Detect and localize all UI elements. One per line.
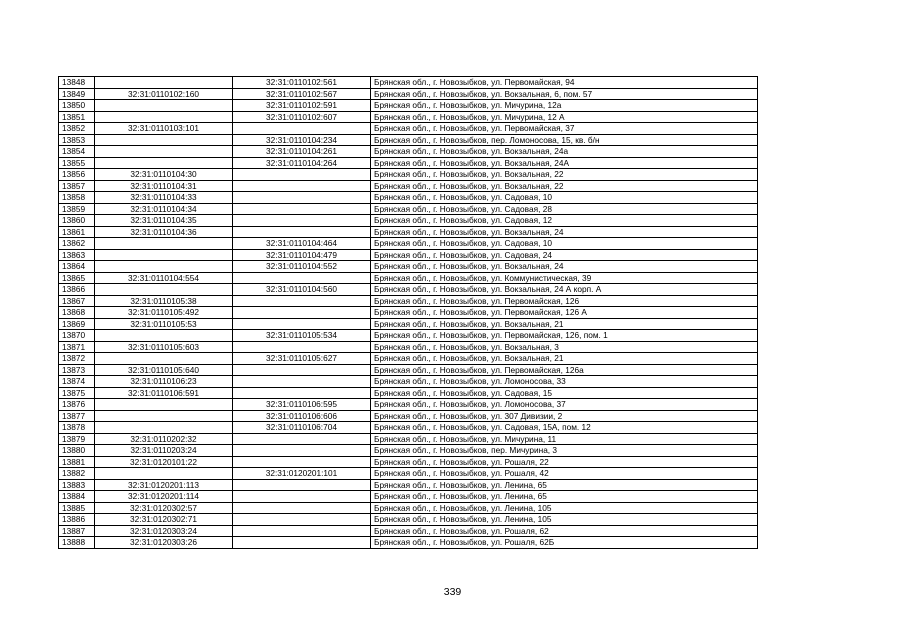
building-cadastral-number-cell bbox=[233, 203, 371, 215]
table-row bbox=[59, 226, 758, 238]
row-number-cell: 13858 bbox=[59, 192, 95, 204]
table-row bbox=[59, 261, 758, 273]
building-cadastral-number-cell: 32:31:0110104:560 bbox=[233, 284, 371, 296]
table-row bbox=[59, 376, 758, 388]
building-cadastral-number-cell: 32:31:0110104:552 bbox=[233, 261, 371, 273]
address-cell: Брянская обл., г. Новозыбков, ул. Вокзальная, 24А bbox=[371, 157, 758, 169]
land-cadastral-number-cell bbox=[95, 134, 233, 146]
address-cell: Брянская обл., г. Новозыбков, ул. Рошаля, 62Б bbox=[371, 537, 758, 549]
row-number-cell: 13880 bbox=[59, 445, 95, 457]
row-number-cell: 13859 bbox=[59, 203, 95, 215]
row-number-cell: 13866 bbox=[59, 284, 95, 296]
table-row bbox=[59, 364, 758, 376]
row-number-cell: 13872 bbox=[59, 353, 95, 365]
address-cell: Брянская обл., г. Новозыбков, ул. Ломоносова, 33 bbox=[371, 376, 758, 388]
table-row bbox=[59, 525, 758, 537]
land-cadastral-number-cell bbox=[95, 468, 233, 480]
building-cadastral-number-cell bbox=[233, 456, 371, 468]
address-cell: Брянская обл., г. Новозыбков, ул. Садовая, 24 bbox=[371, 249, 758, 261]
row-number-cell: 13875 bbox=[59, 387, 95, 399]
table-row bbox=[59, 410, 758, 422]
building-cadastral-number-cell: 32:31:0110104:234 bbox=[233, 134, 371, 146]
building-cadastral-number-cell bbox=[233, 433, 371, 445]
row-number-cell: 13884 bbox=[59, 491, 95, 503]
table-row bbox=[59, 387, 758, 399]
table-row bbox=[59, 88, 758, 100]
building-cadastral-number-cell: 32:31:0110102:567 bbox=[233, 88, 371, 100]
address-cell: Брянская обл., г. Новозыбков, ул. Ленина, 65 bbox=[371, 479, 758, 491]
address-cell: Брянская обл., г. Новозыбков, ул. Вокзальная, 24 bbox=[371, 226, 758, 238]
table-row bbox=[59, 479, 758, 491]
building-cadastral-number-cell: 32:31:0120201:101 bbox=[233, 468, 371, 480]
address-cell: Брянская обл., г. Новозыбков, ул. Мичурина, 11 bbox=[371, 433, 758, 445]
row-number-cell: 13885 bbox=[59, 502, 95, 514]
address-cell: Брянская обл., г. Новозыбков, ул. Вокзальная, 3 bbox=[371, 341, 758, 353]
land-cadastral-number-cell: 32:31:0110103:101 bbox=[95, 123, 233, 135]
land-cadastral-number-cell: 32:31:0120201:113 bbox=[95, 479, 233, 491]
building-cadastral-number-cell: 32:31:0110106:704 bbox=[233, 422, 371, 434]
row-number-cell: 13850 bbox=[59, 100, 95, 112]
address-cell: Брянская обл., г. Новозыбков, ул. Рошаля, 62 bbox=[371, 525, 758, 537]
building-cadastral-number-cell bbox=[233, 514, 371, 526]
building-cadastral-number-cell bbox=[233, 180, 371, 192]
row-number-cell: 13864 bbox=[59, 261, 95, 273]
row-number-cell: 13879 bbox=[59, 433, 95, 445]
table-row bbox=[59, 318, 758, 330]
row-number-cell: 13888 bbox=[59, 537, 95, 549]
land-cadastral-number-cell: 32:31:0110203:24 bbox=[95, 445, 233, 457]
table-row bbox=[59, 111, 758, 123]
table-row bbox=[59, 284, 758, 296]
address-cell: Брянская обл., г. Новозыбков, ул. Садовая, 15 bbox=[371, 387, 758, 399]
address-cell: Брянская обл., г. Новозыбков, ул. Садовая, 10 bbox=[371, 192, 758, 204]
building-cadastral-number-cell: 32:31:0110102:561 bbox=[233, 77, 371, 89]
address-cell: Брянская обл., г. Новозыбков, ул. 307 Дивизии, 2 bbox=[371, 410, 758, 422]
row-number-cell: 13869 bbox=[59, 318, 95, 330]
row-number-cell: 13860 bbox=[59, 215, 95, 227]
table-row bbox=[59, 399, 758, 411]
land-cadastral-number-cell bbox=[95, 410, 233, 422]
row-number-cell: 13853 bbox=[59, 134, 95, 146]
land-cadastral-number-cell: 32:31:0110105:38 bbox=[95, 295, 233, 307]
address-cell: Брянская обл., г. Новозыбков, ул. Первомайская, 126, пом. 1 bbox=[371, 330, 758, 342]
land-cadastral-number-cell: 32:31:0110104:554 bbox=[95, 272, 233, 284]
table-row bbox=[59, 514, 758, 526]
row-number-cell: 13874 bbox=[59, 376, 95, 388]
building-cadastral-number-cell bbox=[233, 307, 371, 319]
land-cadastral-number-cell bbox=[95, 77, 233, 89]
address-cell: Брянская обл., г. Новозыбков, ул. Садовая, 10 bbox=[371, 238, 758, 250]
land-cadastral-number-cell bbox=[95, 330, 233, 342]
row-number-cell: 13852 bbox=[59, 123, 95, 135]
building-cadastral-number-cell bbox=[233, 123, 371, 135]
land-cadastral-number-cell: 32:31:0120303:26 bbox=[95, 537, 233, 549]
land-cadastral-number-cell bbox=[95, 111, 233, 123]
table-row bbox=[59, 353, 758, 365]
building-cadastral-number-cell bbox=[233, 525, 371, 537]
table-row bbox=[59, 422, 758, 434]
address-cell: Брянская обл., г. Новозыбков, ул. Садовая, 12 bbox=[371, 215, 758, 227]
address-cell: Брянская обл., г. Новозыбков, ул. Рошаля, 22 bbox=[371, 456, 758, 468]
land-cadastral-number-cell: 32:31:0110105:492 bbox=[95, 307, 233, 319]
building-cadastral-number-cell bbox=[233, 192, 371, 204]
table-row bbox=[59, 77, 758, 89]
row-number-cell: 13870 bbox=[59, 330, 95, 342]
address-cell: Брянская обл., г. Новозыбков, ул. Коммунистическая, 39 bbox=[371, 272, 758, 284]
table-row bbox=[59, 341, 758, 353]
address-cell: Брянская обл., г. Новозыбков, ул. Ломоносова, 37 bbox=[371, 399, 758, 411]
table-row bbox=[59, 307, 758, 319]
land-cadastral-number-cell bbox=[95, 399, 233, 411]
row-number-cell: 13873 bbox=[59, 364, 95, 376]
row-number-cell: 13882 bbox=[59, 468, 95, 480]
registry-table-body bbox=[59, 77, 758, 549]
row-number-cell: 13856 bbox=[59, 169, 95, 181]
address-cell: Брянская обл., г. Новозыбков, ул. Ленина, 105 bbox=[371, 514, 758, 526]
land-cadastral-number-cell bbox=[95, 422, 233, 434]
land-cadastral-number-cell: 32:31:0120201:114 bbox=[95, 491, 233, 503]
land-cadastral-number-cell: 32:31:0120101:22 bbox=[95, 456, 233, 468]
building-cadastral-number-cell: 32:31:0110106:606 bbox=[233, 410, 371, 422]
building-cadastral-number-cell bbox=[233, 502, 371, 514]
land-cadastral-number-cell bbox=[95, 261, 233, 273]
table-row bbox=[59, 169, 758, 181]
land-cadastral-number-cell bbox=[95, 238, 233, 250]
land-cadastral-number-cell: 32:31:0110202:32 bbox=[95, 433, 233, 445]
table-row bbox=[59, 100, 758, 112]
table-row bbox=[59, 502, 758, 514]
address-cell: Брянская обл., г. Новозыбков, ул. Рошаля, 42 bbox=[371, 468, 758, 480]
row-number-cell: 13871 bbox=[59, 341, 95, 353]
table-row bbox=[59, 468, 758, 480]
address-cell: Брянская обл., г. Новозыбков, пер. Мичурина, 3 bbox=[371, 445, 758, 457]
land-cadastral-number-cell bbox=[95, 100, 233, 112]
building-cadastral-number-cell bbox=[233, 387, 371, 399]
land-cadastral-number-cell: 32:31:0120303:24 bbox=[95, 525, 233, 537]
address-cell: Брянская обл., г. Новозыбков, ул. Первомайская, 94 bbox=[371, 77, 758, 89]
row-number-cell: 13861 bbox=[59, 226, 95, 238]
table-row bbox=[59, 445, 758, 457]
table-row bbox=[59, 203, 758, 215]
land-cadastral-number-cell bbox=[95, 249, 233, 261]
building-cadastral-number-cell bbox=[233, 479, 371, 491]
building-cadastral-number-cell: 32:31:0110104:464 bbox=[233, 238, 371, 250]
land-cadastral-number-cell: 32:31:0110104:36 bbox=[95, 226, 233, 238]
land-cadastral-number-cell bbox=[95, 157, 233, 169]
table-row bbox=[59, 249, 758, 261]
address-cell: Брянская обл., г. Новозыбков, ул. Первомайская, 126 А bbox=[371, 307, 758, 319]
land-cadastral-number-cell: 32:31:0110105:53 bbox=[95, 318, 233, 330]
row-number-cell: 13868 bbox=[59, 307, 95, 319]
building-cadastral-number-cell: 32:31:0110106:595 bbox=[233, 399, 371, 411]
table-row bbox=[59, 330, 758, 342]
row-number-cell: 13865 bbox=[59, 272, 95, 284]
building-cadastral-number-cell bbox=[233, 364, 371, 376]
table-row bbox=[59, 433, 758, 445]
row-number-cell: 13876 bbox=[59, 399, 95, 411]
address-cell: Брянская обл., г. Новозыбков, ул. Первомайская, 126а bbox=[371, 364, 758, 376]
address-cell: Брянская обл., г. Новозыбков, ул. Вокзальная, 6, пом. 57 bbox=[371, 88, 758, 100]
row-number-cell: 13849 bbox=[59, 88, 95, 100]
address-cell: Брянская обл., г. Новозыбков, ул. Первомайская, 126 bbox=[371, 295, 758, 307]
row-number-cell: 13857 bbox=[59, 180, 95, 192]
building-cadastral-number-cell: 32:31:0110105:534 bbox=[233, 330, 371, 342]
row-number-cell: 13854 bbox=[59, 146, 95, 158]
land-cadastral-number-cell: 32:31:0110104:31 bbox=[95, 180, 233, 192]
building-cadastral-number-cell bbox=[233, 376, 371, 388]
building-cadastral-number-cell bbox=[233, 318, 371, 330]
table-row bbox=[59, 180, 758, 192]
table-row bbox=[59, 295, 758, 307]
land-cadastral-number-cell bbox=[95, 146, 233, 158]
address-cell: Брянская обл., г. Новозыбков, ул. Вокзальная, 24а bbox=[371, 146, 758, 158]
row-number-cell: 13867 bbox=[59, 295, 95, 307]
table-row bbox=[59, 272, 758, 284]
building-cadastral-number-cell bbox=[233, 272, 371, 284]
table-row bbox=[59, 146, 758, 158]
table-row bbox=[59, 123, 758, 135]
building-cadastral-number-cell: 32:31:0110104:264 bbox=[233, 157, 371, 169]
address-cell: Брянская обл., г. Новозыбков, пер. Ломоносова, 15, кв. б/н bbox=[371, 134, 758, 146]
row-number-cell: 13881 bbox=[59, 456, 95, 468]
table-row bbox=[59, 491, 758, 503]
row-number-cell: 13877 bbox=[59, 410, 95, 422]
row-number-cell: 13855 bbox=[59, 157, 95, 169]
table-row bbox=[59, 215, 758, 227]
address-cell: Брянская обл., г. Новозыбков, ул. Вокзальная, 24 А корп. А bbox=[371, 284, 758, 296]
row-number-cell: 13862 bbox=[59, 238, 95, 250]
row-number-cell: 13887 bbox=[59, 525, 95, 537]
address-cell: Брянская обл., г. Новозыбков, ул. Садовая, 28 bbox=[371, 203, 758, 215]
registry-table bbox=[58, 76, 758, 549]
table-row bbox=[59, 456, 758, 468]
land-cadastral-number-cell: 32:31:0120302:57 bbox=[95, 502, 233, 514]
land-cadastral-number-cell bbox=[95, 353, 233, 365]
row-number-cell: 13848 bbox=[59, 77, 95, 89]
land-cadastral-number-cell: 32:31:0110104:30 bbox=[95, 169, 233, 181]
building-cadastral-number-cell bbox=[233, 491, 371, 503]
land-cadastral-number-cell bbox=[95, 284, 233, 296]
address-cell: Брянская обл., г. Новозыбков, ул. Вокзальная, 24 bbox=[371, 261, 758, 273]
building-cadastral-number-cell bbox=[233, 445, 371, 457]
building-cadastral-number-cell bbox=[233, 537, 371, 549]
address-cell: Брянская обл., г. Новозыбков, ул. Мичурина, 12а bbox=[371, 100, 758, 112]
page-number: 339 bbox=[443, 586, 462, 598]
land-cadastral-number-cell: 32:31:0110106:591 bbox=[95, 387, 233, 399]
land-cadastral-number-cell: 32:31:0110102:160 bbox=[95, 88, 233, 100]
building-cadastral-number-cell bbox=[233, 215, 371, 227]
building-cadastral-number-cell: 32:31:0110102:607 bbox=[233, 111, 371, 123]
building-cadastral-number-cell: 32:31:0110104:479 bbox=[233, 249, 371, 261]
table-row bbox=[59, 238, 758, 250]
address-cell: Брянская обл., г. Новозыбков, ул. Вокзальная, 21 bbox=[371, 318, 758, 330]
building-cadastral-number-cell bbox=[233, 295, 371, 307]
row-number-cell: 13878 bbox=[59, 422, 95, 434]
address-cell: Брянская обл., г. Новозыбков, ул. Мичурина, 12 А bbox=[371, 111, 758, 123]
address-cell: Брянская обл., г. Новозыбков, ул. Ленина, 105 bbox=[371, 502, 758, 514]
land-cadastral-number-cell: 32:31:0110105:640 bbox=[95, 364, 233, 376]
land-cadastral-number-cell: 32:31:0110105:603 bbox=[95, 341, 233, 353]
building-cadastral-number-cell bbox=[233, 341, 371, 353]
address-cell: Брянская обл., г. Новозыбков, ул. Вокзальная, 22 bbox=[371, 180, 758, 192]
table-row bbox=[59, 134, 758, 146]
address-cell: Брянская обл., г. Новозыбков, ул. Первомайская, 37 bbox=[371, 123, 758, 135]
address-cell: Брянская обл., г. Новозыбков, ул. Ленина, 65 bbox=[371, 491, 758, 503]
row-number-cell: 13886 bbox=[59, 514, 95, 526]
building-cadastral-number-cell bbox=[233, 169, 371, 181]
table-row bbox=[59, 157, 758, 169]
address-cell: Брянская обл., г. Новозыбков, ул. Вокзальная, 21 bbox=[371, 353, 758, 365]
address-cell: Брянская обл., г. Новозыбков, ул. Садовая, 15А, пом. 12 bbox=[371, 422, 758, 434]
land-cadastral-number-cell: 32:31:0110106:23 bbox=[95, 376, 233, 388]
building-cadastral-number-cell: 32:31:0110102:591 bbox=[233, 100, 371, 112]
building-cadastral-number-cell: 32:31:0110105:627 bbox=[233, 353, 371, 365]
building-cadastral-number-cell: 32:31:0110104:261 bbox=[233, 146, 371, 158]
row-number-cell: 13863 bbox=[59, 249, 95, 261]
land-cadastral-number-cell: 32:31:0120302:71 bbox=[95, 514, 233, 526]
land-cadastral-number-cell: 32:31:0110104:34 bbox=[95, 203, 233, 215]
table-row bbox=[59, 192, 758, 204]
row-number-cell: 13851 bbox=[59, 111, 95, 123]
building-cadastral-number-cell bbox=[233, 226, 371, 238]
land-cadastral-number-cell: 32:31:0110104:33 bbox=[95, 192, 233, 204]
row-number-cell: 13883 bbox=[59, 479, 95, 491]
table-row bbox=[59, 537, 758, 549]
land-cadastral-number-cell: 32:31:0110104:35 bbox=[95, 215, 233, 227]
address-cell: Брянская обл., г. Новозыбков, ул. Вокзальная, 22 bbox=[371, 169, 758, 181]
